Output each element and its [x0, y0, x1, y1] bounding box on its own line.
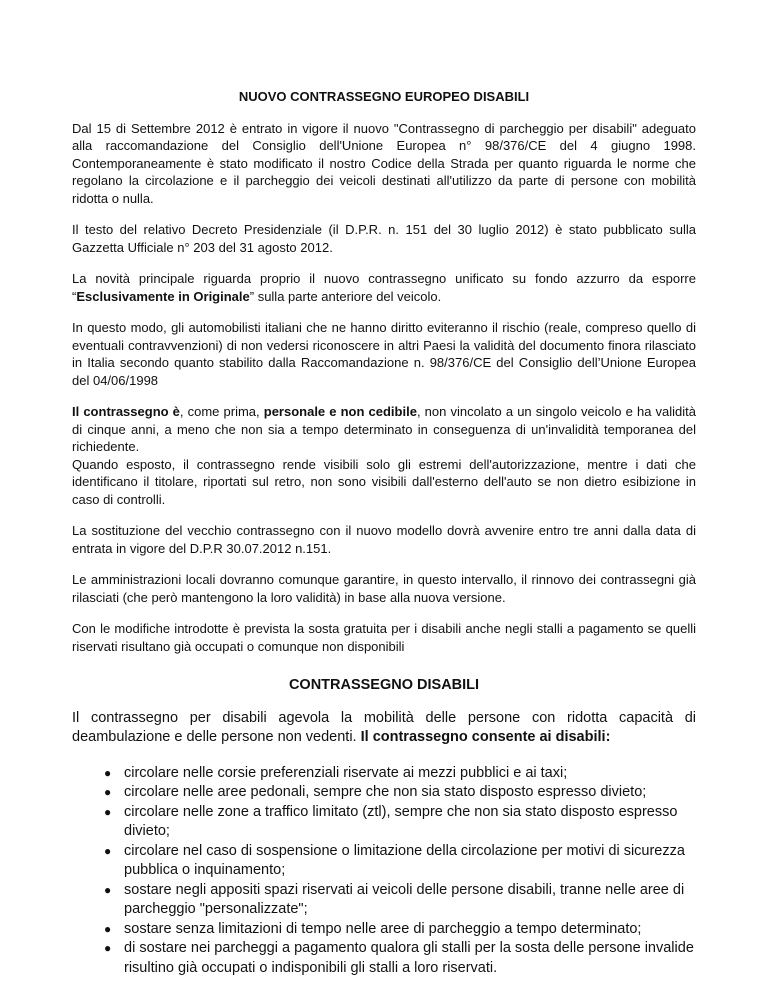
- bullet-list: [72, 764, 696, 979]
- paragraph-replacement: La sostituzione del vecchio contrassegno con il nuovo modello dovrà avvenire entro tre anni dalla data di entrata in vigore del D.P.R 30.07.2012 n.151.: [72, 523, 696, 556]
- section-heading: CONTRASSEGNO DISABILI: [288, 677, 480, 693]
- list-item-text: circolare nel caso di sospensione o limitazione della circolazione per motivi di sicurezza pubblica o inquinamento;: [124, 842, 685, 878]
- list-item: [104, 783, 696, 803]
- personal-text-2: , non vincolato a un singolo veicolo e ha validità di cinque anni, a meno che non sia a tempo determinato in conseguenza di un'invalidità temporanea del richiedente.: [72, 404, 696, 454]
- paragraph-decree: Il testo del relativo Decreto Presidenziale (il D.P.R. n. 151 del 30 luglio 2012) è stato pubblicato sulla Gazzetta Ufficiale n° 203 del 31 agosto 2012.: [72, 222, 696, 255]
- list-item: [104, 920, 696, 940]
- list-item-text: circolare nelle corsie preferenziali riservate ai mezzi pubblici e ai taxi;: [124, 764, 568, 781]
- lead-paragraph: [72, 709, 696, 748]
- bullet-icon: ●: [104, 882, 112, 897]
- paragraph-recognition: In questo modo, gli automobilisti italiani che ne hanno diritto eviteranno il rischio (reale, compreso quello di eventuali contravvenzioni) di non vedersi riconoscere in altri Paesi la validità del documento finora rilasciato in Italia secondo quanto stabilito dalla Raccomandazione n. 98/376/CE del Consiglio dell’Unione Europea del 04/06/1998: [72, 320, 696, 388]
- paragraph-novelty: [72, 270, 696, 305]
- lead-text: Il contrassegno per disabili agevola la mobilità delle persone con ridotta capacità di deambulazione e delle persone non vedenti.: [72, 709, 696, 745]
- novelty-text-end: ” sulla parte anteriore del veicolo.: [249, 288, 442, 304]
- list-item: [104, 842, 696, 881]
- novelty-text-start: La novità principale riguarda proprio il nuovo contrassegno unificato su fondo azzurro da esporre “: [72, 271, 696, 304]
- bullet-icon: ●: [104, 785, 112, 799]
- paragraph-exposure: Quando esposto, il contrassegno rende visibili solo gli estremi dell'autorizzazione, mentre i dati che identificano il titolare, riportati sul retro, non sono visibili dall'esterno dell'auto se non dietro esibizione in caso di controlli.: [72, 456, 696, 507]
- paragraph-personal: [72, 403, 696, 456]
- bullet-icon: ●: [104, 804, 112, 819]
- personal-text-1: , come prima,: [179, 404, 264, 419]
- list-item-text: sostare negli appositi spazi riservati ai veicoli delle persone disabili, tranne nelle aree di parcheggio "personalizzate";: [124, 881, 685, 917]
- list-item: [104, 764, 696, 784]
- paragraph-renewal: Le amministrazioni locali dovranno comunque garantire, in questo intervallo, il rinnovo dei contrassegni già rilasciati (che però mantengono la loro validità) in base alla nuova versione.: [72, 572, 696, 605]
- list-item-text: circolare nelle zone a traffico limitato (ztl), sempre che non sia stato disposto espresso divieto;: [124, 803, 678, 839]
- list-item: [104, 803, 696, 842]
- bullet-icon: ●: [104, 941, 112, 955]
- list-item-text: circolare nelle aree pedonali, sempre che non sia stato disposto espresso divieto;: [124, 784, 647, 800]
- list-item: [104, 939, 696, 978]
- paragraph-intro: Dal 15 di Settembre 2012 è entrato in vigore il nuovo "Contrassegno di parcheggio per disabili" adeguato alla raccomandazione del Consiglio dell'Unione Europea n° 98/376/CE del 4 giugno 1998. Contemporaneamente è stato modificato il nostro Codice della Strada per quanto riguarda le norme che regolano la circolazione e il parcheggio dei veicoli destinati all'utilizzo da parte di persone con mobilità ridotta o nulla.: [72, 120, 696, 206]
- paragraph-free-parking: Con le modifiche introdotte è prevista la sosta gratuita per i disabili anche negli stalli a pagamento se quelli riservati risultano già occupati o comunque non disponibili: [72, 621, 696, 654]
- personal-lead: Il contrassegno è: [72, 404, 180, 419]
- list-item-text: sostare senza limitazioni di tempo nelle aree di parcheggio a tempo determinato;: [124, 920, 642, 937]
- bullet-icon: ●: [104, 843, 112, 858]
- lead-emphasis: Il contrassegno consente ai disabili:: [360, 729, 611, 745]
- personal-emphasis: personale e non cedibile: [263, 404, 417, 419]
- list-item: [104, 881, 696, 920]
- bullet-icon: ●: [104, 765, 112, 780]
- novelty-emphasis: Esclusivamente in Originale: [76, 288, 250, 304]
- list-item-text: di sostare nei parcheggi a pagamento qualora gli stalli per la sosta delle persone invalide risultino già occupati o indisponibili gli stalli a loro riservati.: [124, 940, 694, 976]
- bullet-icon: ●: [104, 921, 112, 936]
- page-title: NUOVO CONTRASSEGNO EUROPEO DISABILI: [238, 89, 530, 104]
